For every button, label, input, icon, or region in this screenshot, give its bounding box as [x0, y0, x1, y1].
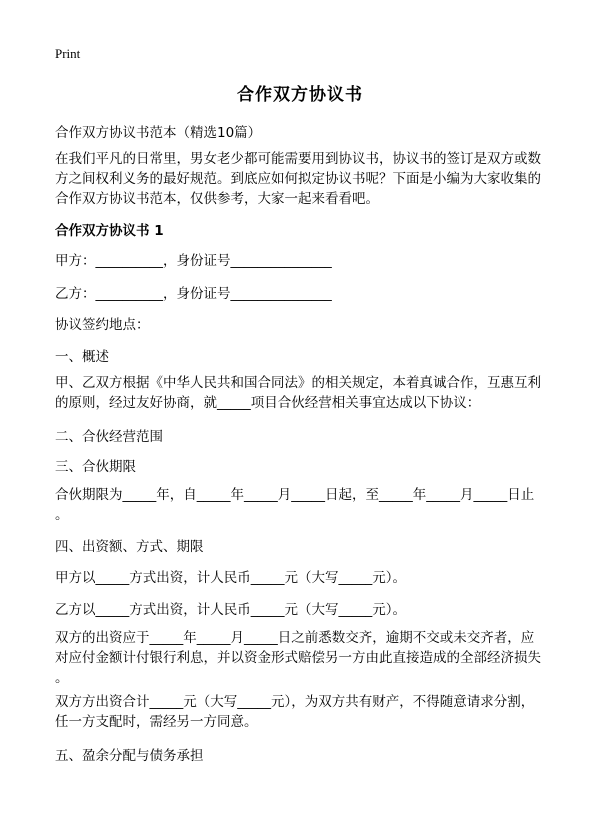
intro-line: 方之间权利义务的最好规范。到底应如何拟定协议书呢？下面是小编为大家收集的	[55, 171, 541, 187]
total-line: 双方方出资合计_____元（大写_____元），为双方共有财产，不得随意请求分割，	[55, 694, 535, 710]
heading-overview: 一、概述	[55, 349, 109, 365]
investment-b-line: 乙方以_____方式出资，计人民币_____元（大写_____元）。	[55, 602, 406, 618]
overview-paragraph	[55, 373, 545, 413]
intro-line: 在我们平凡的日常里，男女老少都可能需要用到协议书，协议书的签订是双方或数	[55, 151, 541, 167]
deadline-line: 。	[55, 670, 69, 686]
heading-profit: 五、盈余分配与债务承担	[55, 748, 204, 764]
party-b-line: 乙方：__________，身份证号_______________	[55, 286, 332, 302]
total-line: 任一方支配时，需经另一方同意。	[55, 714, 258, 730]
document-subtitle: 合作双方协议书范本（精选10篇）	[55, 125, 262, 141]
intro-line: 合作双方协议书范本，仅供参考，大家一起来看看吧。	[55, 191, 379, 207]
document-title: 合作双方协议书	[237, 85, 363, 105]
intro-paragraph	[55, 149, 545, 209]
term-paragraph	[55, 485, 545, 525]
overview-line: 的原则，经过友好协商，就_____项目合伙经营相关事宜达成以下协议：	[55, 395, 481, 411]
party-a-line: 甲方：__________，身份证号_______________	[55, 253, 332, 269]
deadline-paragraph	[55, 628, 545, 688]
deadline-line: 双方的出资应于_____年_____月_____日之前悉数交齐，逾期不交或未交齐者，应	[55, 630, 535, 646]
overview-line: 甲、乙双方根据《中华人民共和国合同法》的相关规定，本着真诚合作，互惠互利	[55, 375, 541, 391]
deadline-line: 对应付金额计付银行利息，并以资金形式赔偿另一方由此直接造成的全部经济损失	[55, 650, 541, 666]
investment-a-line: 甲方以_____方式出资，计人民币_____元（大写_____元）。	[55, 570, 406, 586]
sign-place-line: 协议签约地点：	[55, 317, 150, 333]
heading-investment: 四、出资额、方式、期限	[55, 539, 204, 555]
heading-scope: 二、合伙经营范围	[55, 429, 163, 445]
term-line: 合伙期限为_____年，自_____年_____月_____日起，至_____年_____月_____日止	[55, 487, 535, 503]
total-paragraph	[55, 692, 545, 732]
term-line: 。	[55, 507, 69, 523]
section-heading: 合作双方协议书 1	[55, 223, 164, 239]
print-link[interactable]: Print	[55, 46, 81, 61]
heading-term: 三、合伙期限	[55, 459, 136, 475]
